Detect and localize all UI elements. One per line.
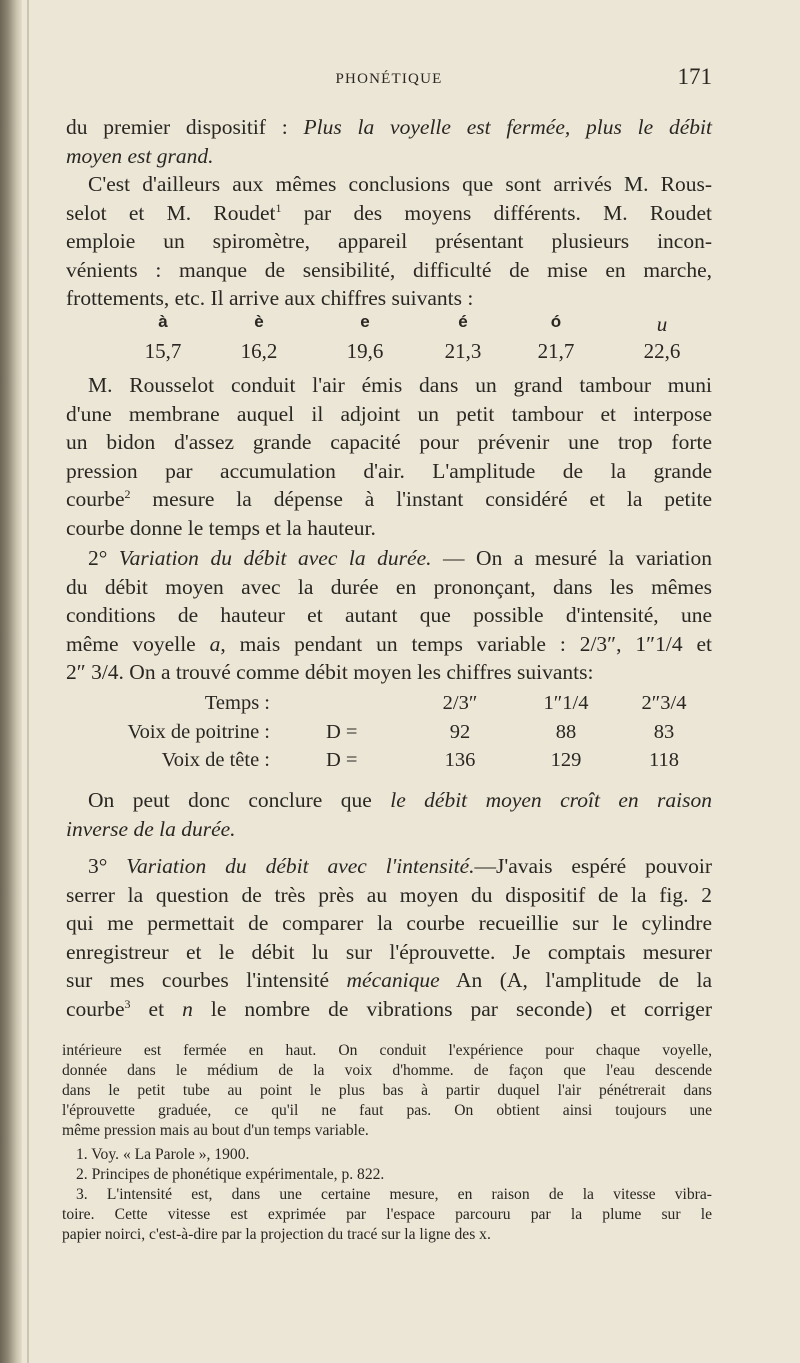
- footnotes: [62, 1145, 712, 1245]
- footnote-3-line: papier noirci, c'est-à-dire par la projection du tracé sur la ligne des x.: [62, 1226, 491, 1243]
- text-line: moyen est grand.: [66, 143, 214, 168]
- table-cell: 1″1/4: [543, 692, 589, 714]
- running-header: [66, 64, 712, 94]
- text-line: courbe$^3$ et n le nombre de vibrations par seconde) et corriger: [66, 996, 712, 1021]
- footnote-continuation: [62, 1041, 712, 1141]
- table-cell: 129: [550, 749, 582, 771]
- paragraph-1: [66, 113, 712, 170]
- footnote-line: l'éprouvette graduée, ce qu'il ne faut pas. On obtient ainsi toujours une: [62, 1102, 712, 1119]
- text-line: enregistreur et le débit lu sur l'éprouvette. Je comptais mesurer: [66, 939, 712, 964]
- text-line: qui me permettait de comparer la courbe recueillie sur le cylindre: [66, 911, 712, 936]
- footnote-line: même pression mais au bout d'un temps variable.: [62, 1122, 369, 1139]
- vowel-header: à: [158, 312, 168, 331]
- vowel-value: 21,7: [537, 339, 575, 363]
- vowel-value: 22,6: [643, 339, 681, 363]
- text-line: selot et M. Roudet$^1$ par des moyens différents. M. Roudet: [66, 200, 712, 225]
- row-symbol: D =: [326, 721, 358, 743]
- section-heading-line: 3° Variation du débit avec l'intensité.—J'avais espéré pouvoir: [88, 854, 712, 878]
- footnote-1: 1. Voy. « La Parole », 1900.: [76, 1146, 250, 1163]
- text-line: courbe donne le temps et la hauteur.: [66, 515, 376, 540]
- text-line: courbe$^2$ mesure la dépense à l'instant considéré et la petite: [66, 487, 712, 512]
- table-cell: 136: [444, 749, 476, 771]
- paragraph-3: [66, 371, 712, 543]
- table-cell: 2/3″: [442, 692, 478, 714]
- text-line: On peut donc conclure que le débit moyen croît en raison: [88, 788, 712, 812]
- footnote-ref-2: 2: [124, 487, 131, 502]
- vowel-value: 19,6: [346, 339, 384, 363]
- vowel-header: è: [254, 312, 264, 331]
- text-line: vénients : manque de sensibilité, difficulté de mise en marche,: [66, 257, 712, 282]
- running-title: PHONÉTIQUE: [335, 71, 443, 87]
- footnote-ref-1: 1: [275, 200, 282, 215]
- book-spine-shadow: [0, 0, 22, 1363]
- vowel-flow-table: [66, 312, 712, 370]
- paragraph-5: [66, 786, 712, 843]
- text-line: conditions de hauteur et autant que possible d'intensité, une: [66, 603, 712, 628]
- footnote-3-line: 3. L'intensité est, dans une certaine mesure, en raison de la vitesse vibra-: [76, 1186, 712, 1203]
- text-line: un bidon d'assez grande capacité pour prévenir une trop forte: [66, 430, 712, 455]
- table-row: [66, 692, 712, 720]
- text-line: serrer la question de très près au moyen du dispositif de la fig. 2: [66, 882, 712, 907]
- footnote-2: 2. Principes de phonétique expérimentale, p. 822.: [76, 1166, 385, 1183]
- table-cell: 83: [653, 721, 675, 743]
- row-label: Temps :: [204, 692, 270, 714]
- row-label: Voix de tête :: [161, 749, 270, 771]
- text-line: du débit moyen avec la durée en prononçant, dans les mêmes: [66, 574, 712, 599]
- text-line: même voyelle a, mais pendant un temps variable : 2/3″, 1″1/4 et: [66, 631, 712, 656]
- duration-flow-table: [66, 692, 712, 776]
- text-line: sur mes courbes l'intensité mécanique An (A, l'amplitude de la: [66, 968, 712, 993]
- text-line: M. Rousselot conduit l'air émis dans un grand tambour muni: [88, 373, 712, 397]
- text-line: du premier dispositif : Plus la voyelle est fermée, plus le débit: [66, 115, 712, 139]
- footnote-line: dans le petit tube au point le plus bas à partir duquel l'air pénétrerait dans: [62, 1082, 712, 1099]
- vowel-value: 21,3: [444, 339, 482, 363]
- footnote-line: donnée dans le médium de la voix d'homme. de façon que l'eau descende: [62, 1062, 712, 1079]
- page-edge-line: [27, 0, 29, 1363]
- text-line: emploie un spiromètre, appareil présentant plusieurs incon-: [66, 229, 712, 254]
- paragraph-4: [66, 544, 712, 687]
- section-heading-line: 2° Variation du débit avec la durée. — On a mesuré la variation: [88, 546, 712, 570]
- text-line: C'est d'ailleurs aux mêmes conclusions que sont arrivés M. Rous-: [88, 172, 712, 196]
- footnote-3-line: toire. Cette vitesse est exprimée par l'espace parcouru par la plume sur le: [62, 1206, 712, 1223]
- table-cell: 118: [649, 749, 679, 771]
- table-row: [66, 721, 712, 749]
- table-cell: 92: [449, 721, 471, 743]
- footnote-ref-3: 3: [124, 996, 131, 1011]
- footnote-line: intérieure est fermée en haut. On conduit l'expérience pour chaque voyelle,: [62, 1042, 712, 1059]
- text-line: inverse de la durée.: [66, 816, 236, 841]
- text-line: frottements, etc. Il arrive aux chiffres suivants :: [66, 286, 474, 311]
- row-label: Voix de poitrine :: [127, 721, 270, 743]
- table-row: [66, 749, 712, 777]
- table-cell: 2″3/4: [641, 692, 687, 714]
- paragraph-2: [66, 170, 712, 313]
- table-cell: 88: [555, 721, 577, 743]
- text-line: d'une membrane auquel il adjoint un petit tambour et interpose: [66, 401, 712, 426]
- vowel-header: é: [458, 312, 468, 331]
- text-line: pression par accumulation d'air. L'amplitude de la grande: [66, 458, 712, 483]
- vowel-header: u: [656, 312, 668, 336]
- row-symbol: D =: [326, 749, 358, 771]
- vowel-header: ó: [550, 312, 562, 331]
- paragraph-6: [66, 852, 712, 1024]
- vowel-value: 15,7: [144, 339, 182, 363]
- vowel-header: e: [360, 312, 370, 331]
- text-line: 2″ 3/4. On a trouvé comme débit moyen les chiffres suivants:: [66, 660, 594, 685]
- vowel-value: 16,2: [240, 339, 278, 363]
- page-number: 171: [677, 64, 712, 89]
